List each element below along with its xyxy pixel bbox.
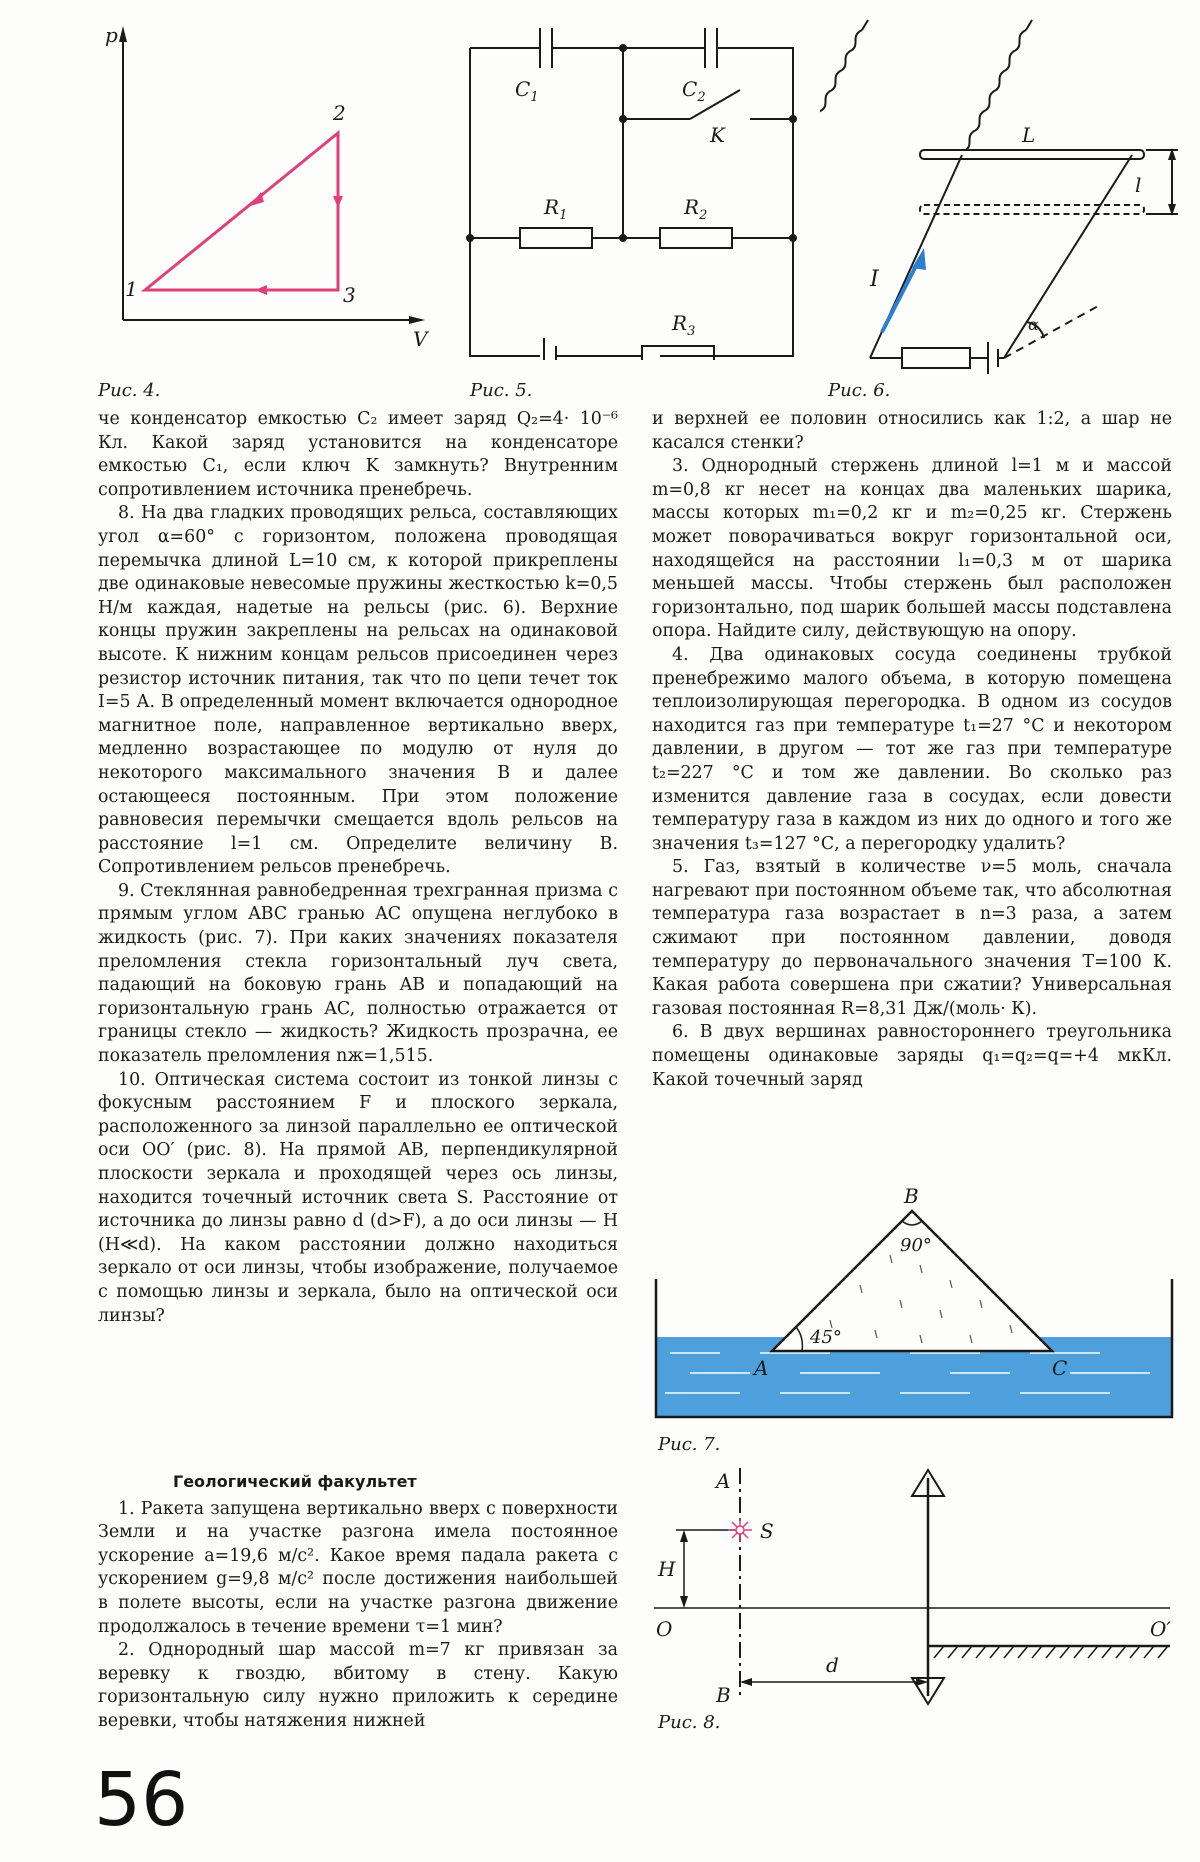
problem-7-continuation: че конденсатор емкостью C₂ имеет заряд Q₂=4· 10⁻⁶ Кл. Какой заряд установится на конденсаторе емкостью C₁, если ключ K замкнуть? Внутренним сопротивлением источника пренебречь. <box>98 409 618 500</box>
r1-sub: 1 <box>559 208 568 223</box>
fig6-caption: Рис. 6. <box>828 380 891 401</box>
figure-5 <box>460 20 820 360</box>
right-column <box>652 408 1172 1092</box>
label-I: I <box>870 267 879 292</box>
height-h-label: H <box>658 1557 676 1581</box>
angle-45-label: 45° <box>810 1327 842 1348</box>
geo-problem-2-continuation: и верхней ее половин относились как 1:2, а шар не касался стенки? <box>652 409 1172 453</box>
point-1-label: 1 <box>125 277 138 301</box>
geo-problem-6: 6. В двух вершинах равностороннего треугольника помещены одинаковые заряды q₁=q₂=q=+4 мкКл. Какой точечный заряд <box>652 1022 1172 1090</box>
problem-9: 9. Стеклянная равнобедренная трехгранная призма с прямым углом ABC гранью AC опущена неглубоко в жидкость (рис. 7). При каких значениях показателя преломления стекла горизонтальный луч света, падающий на боковую грань AB и попадающий на горизонтальную грань AC, полностью отражается от границы стекло — жидкость? Жидкость прозрачна, ее показатель преломления nж=1,515. <box>98 880 618 1067</box>
axis-o-label: O <box>656 1617 673 1641</box>
r1-label: R <box>544 195 560 219</box>
pv-cycle <box>145 133 338 290</box>
geo-problem-5: 5. Газ, взятый в количестве ν=5 моль, сначала нагревают при постоянном объеме так, что абсолютная температура газа возрастает в n=3 раза, а затем сжимают при постоянном давлении, доводя температуру до первоначального значения T=100 К. Какая работа совершена при сжатии? Универсальная газовая постоянная R=8,31 Дж/(моль· К). <box>652 857 1172 1019</box>
point-2-label: 2 <box>333 101 346 125</box>
page-number: 56 <box>94 1757 189 1843</box>
point-a-label: A <box>716 1469 731 1493</box>
label-l: l <box>1135 173 1142 197</box>
source-s-label: S <box>760 1519 774 1543</box>
r3-label: R <box>672 311 688 335</box>
fig7-caption: Рис. 7. <box>658 1434 721 1455</box>
switch-k-label: K <box>710 123 725 147</box>
figure-8 <box>650 1460 1190 1710</box>
r2-sub: 2 <box>699 208 708 223</box>
svg-text:R3 <box>671 311 695 339</box>
geology-section <box>98 1470 618 1734</box>
distance-d-label: d <box>826 1653 839 1677</box>
axis-p-label: p <box>105 23 118 47</box>
r2-label: R <box>684 195 700 219</box>
svg-text:C2 <box>682 77 706 105</box>
label-L: L <box>1022 123 1036 147</box>
fig4-caption: Рис. 4. <box>98 380 161 401</box>
axis-o-prime-label: O′ <box>1150 1617 1171 1641</box>
vertex-c-label: C <box>1052 1356 1068 1380</box>
fig5-caption: Рис. 5. <box>470 380 533 401</box>
angle-90-label: 90° <box>900 1235 932 1256</box>
point-3-label: 3 <box>343 283 356 307</box>
r3-sub: 3 <box>687 324 696 339</box>
vertex-a-label: A <box>754 1356 769 1380</box>
svg-text:R1 <box>543 195 567 223</box>
figure-7 <box>650 1185 1180 1435</box>
geo-problem-3: 3. Однородный стержень длиной l=1 м и массой m=0,8 кг несет на концах два маленьких шарика, массы которых m₁=0,2 кг и m₂=0,25 кг. Стержень может поворачиваться вокруг горизонтальной оси, находящейся на расстоянии l₁=0,3 м от шарика меньшей массы. Чтобы стержень был расположен горизонтально, под шарик большей массы подставлена опора. Найдите силу, действующую на опору. <box>652 456 1172 642</box>
c2-label: C <box>682 77 698 101</box>
geo-problem-1: 1. Ракета запущена вертикально вверх с поверхности Земли и на участке разгона имела постоянное ускорение a=19,6 м/с². Какое время падала ракета с ускорением g=9,8 м/с² после достижения наибольшей в полете высоты, если на участке разгона движение продолжалось в течение времени τ=1 мин? <box>98 1498 618 1637</box>
vertex-b-label: B <box>904 1185 919 1208</box>
fig8-caption: Рис. 8. <box>658 1712 721 1733</box>
problem-10: 10. Оптическая система состоит из тонкой линзы с фокусным расстоянием F и плоского зеркала, расположенного за линзой параллельно ее оптической оси OO′ (рис. 8). На прямой AB, перпендикулярной плоскости зеркала и проходящей через ось линзы, находится точечный источник света S. Расстояние от источника до линзы равно d (d>F), а до оси линзы — H (H≪d). На каком расстоянии должно находиться зеркало от оси линзы, чтобы изображение, получаемое с помощью линзы и зеркала, было на оптической оси линзы? <box>98 1069 618 1326</box>
section-title: Геологический факультет <box>173 1472 417 1491</box>
c2-sub: 2 <box>697 90 706 105</box>
problem-8: 8. На два гладких проводящих рельса, составляющих угол α=60° с горизонтом, положена проводящая перемычка длиной L=10 см, к которой прикреплены две одинаковые невесомые пружины жесткостью k=0,5 Н/м каждая, надетые на рельсы (рис. 6). Верхние концы пружин закреплены на рельсах на одинаковой высоте. К нижним концам рельсов присоединен через резистор источник питания, так что по цепи течет ток I=5 А. В определенный момент включается однородное магнитное поле, направленное вертикально вверх, медленно возрастающее по модулю от нуля до некоторого максимального значения B и далее остающееся постоянным. При этом положение равновесия перемычки смещается вдоль рельсов на расстояние l=1 см. Определите величину B. Сопротивлением рельсов пренебречь. <box>98 503 618 878</box>
geo-problem-4: 4. Два одинаковых сосуда соединены трубкой пренебрежимо малого объема, в которую помещена теплоизолирующая перегородка. В одном из сосудов находится газ при температуре t₁=27 °С и некотором давлении, в другом — тот же газ при температуре t₂=227 °С и том же давлении. Во сколько раз изменится давление газа в сосудах, если довести температуру газа в каждом из них до одного и того же значения t₃=127 °С, а перегородку удалить? <box>652 644 1172 854</box>
c1-sub: 1 <box>530 90 539 105</box>
svg-text:C1 <box>515 77 539 105</box>
c1-label: C <box>515 77 531 101</box>
figure-4 <box>105 20 435 360</box>
figure-6 <box>820 0 1190 380</box>
point-b-label: B <box>716 1683 731 1707</box>
left-column <box>98 408 618 1328</box>
label-alpha: α <box>1028 315 1039 334</box>
axis-v-label: V <box>413 327 428 351</box>
svg-text:R2 <box>683 195 707 223</box>
geo-problem-2: 2. Однородный шар массой m=7 кг привязан за веревку к гвоздю, вбитому в стену. Какую горизонтальную силу нужно приложить к середине веревки, чтобы натяжения нижней <box>98 1640 618 1731</box>
